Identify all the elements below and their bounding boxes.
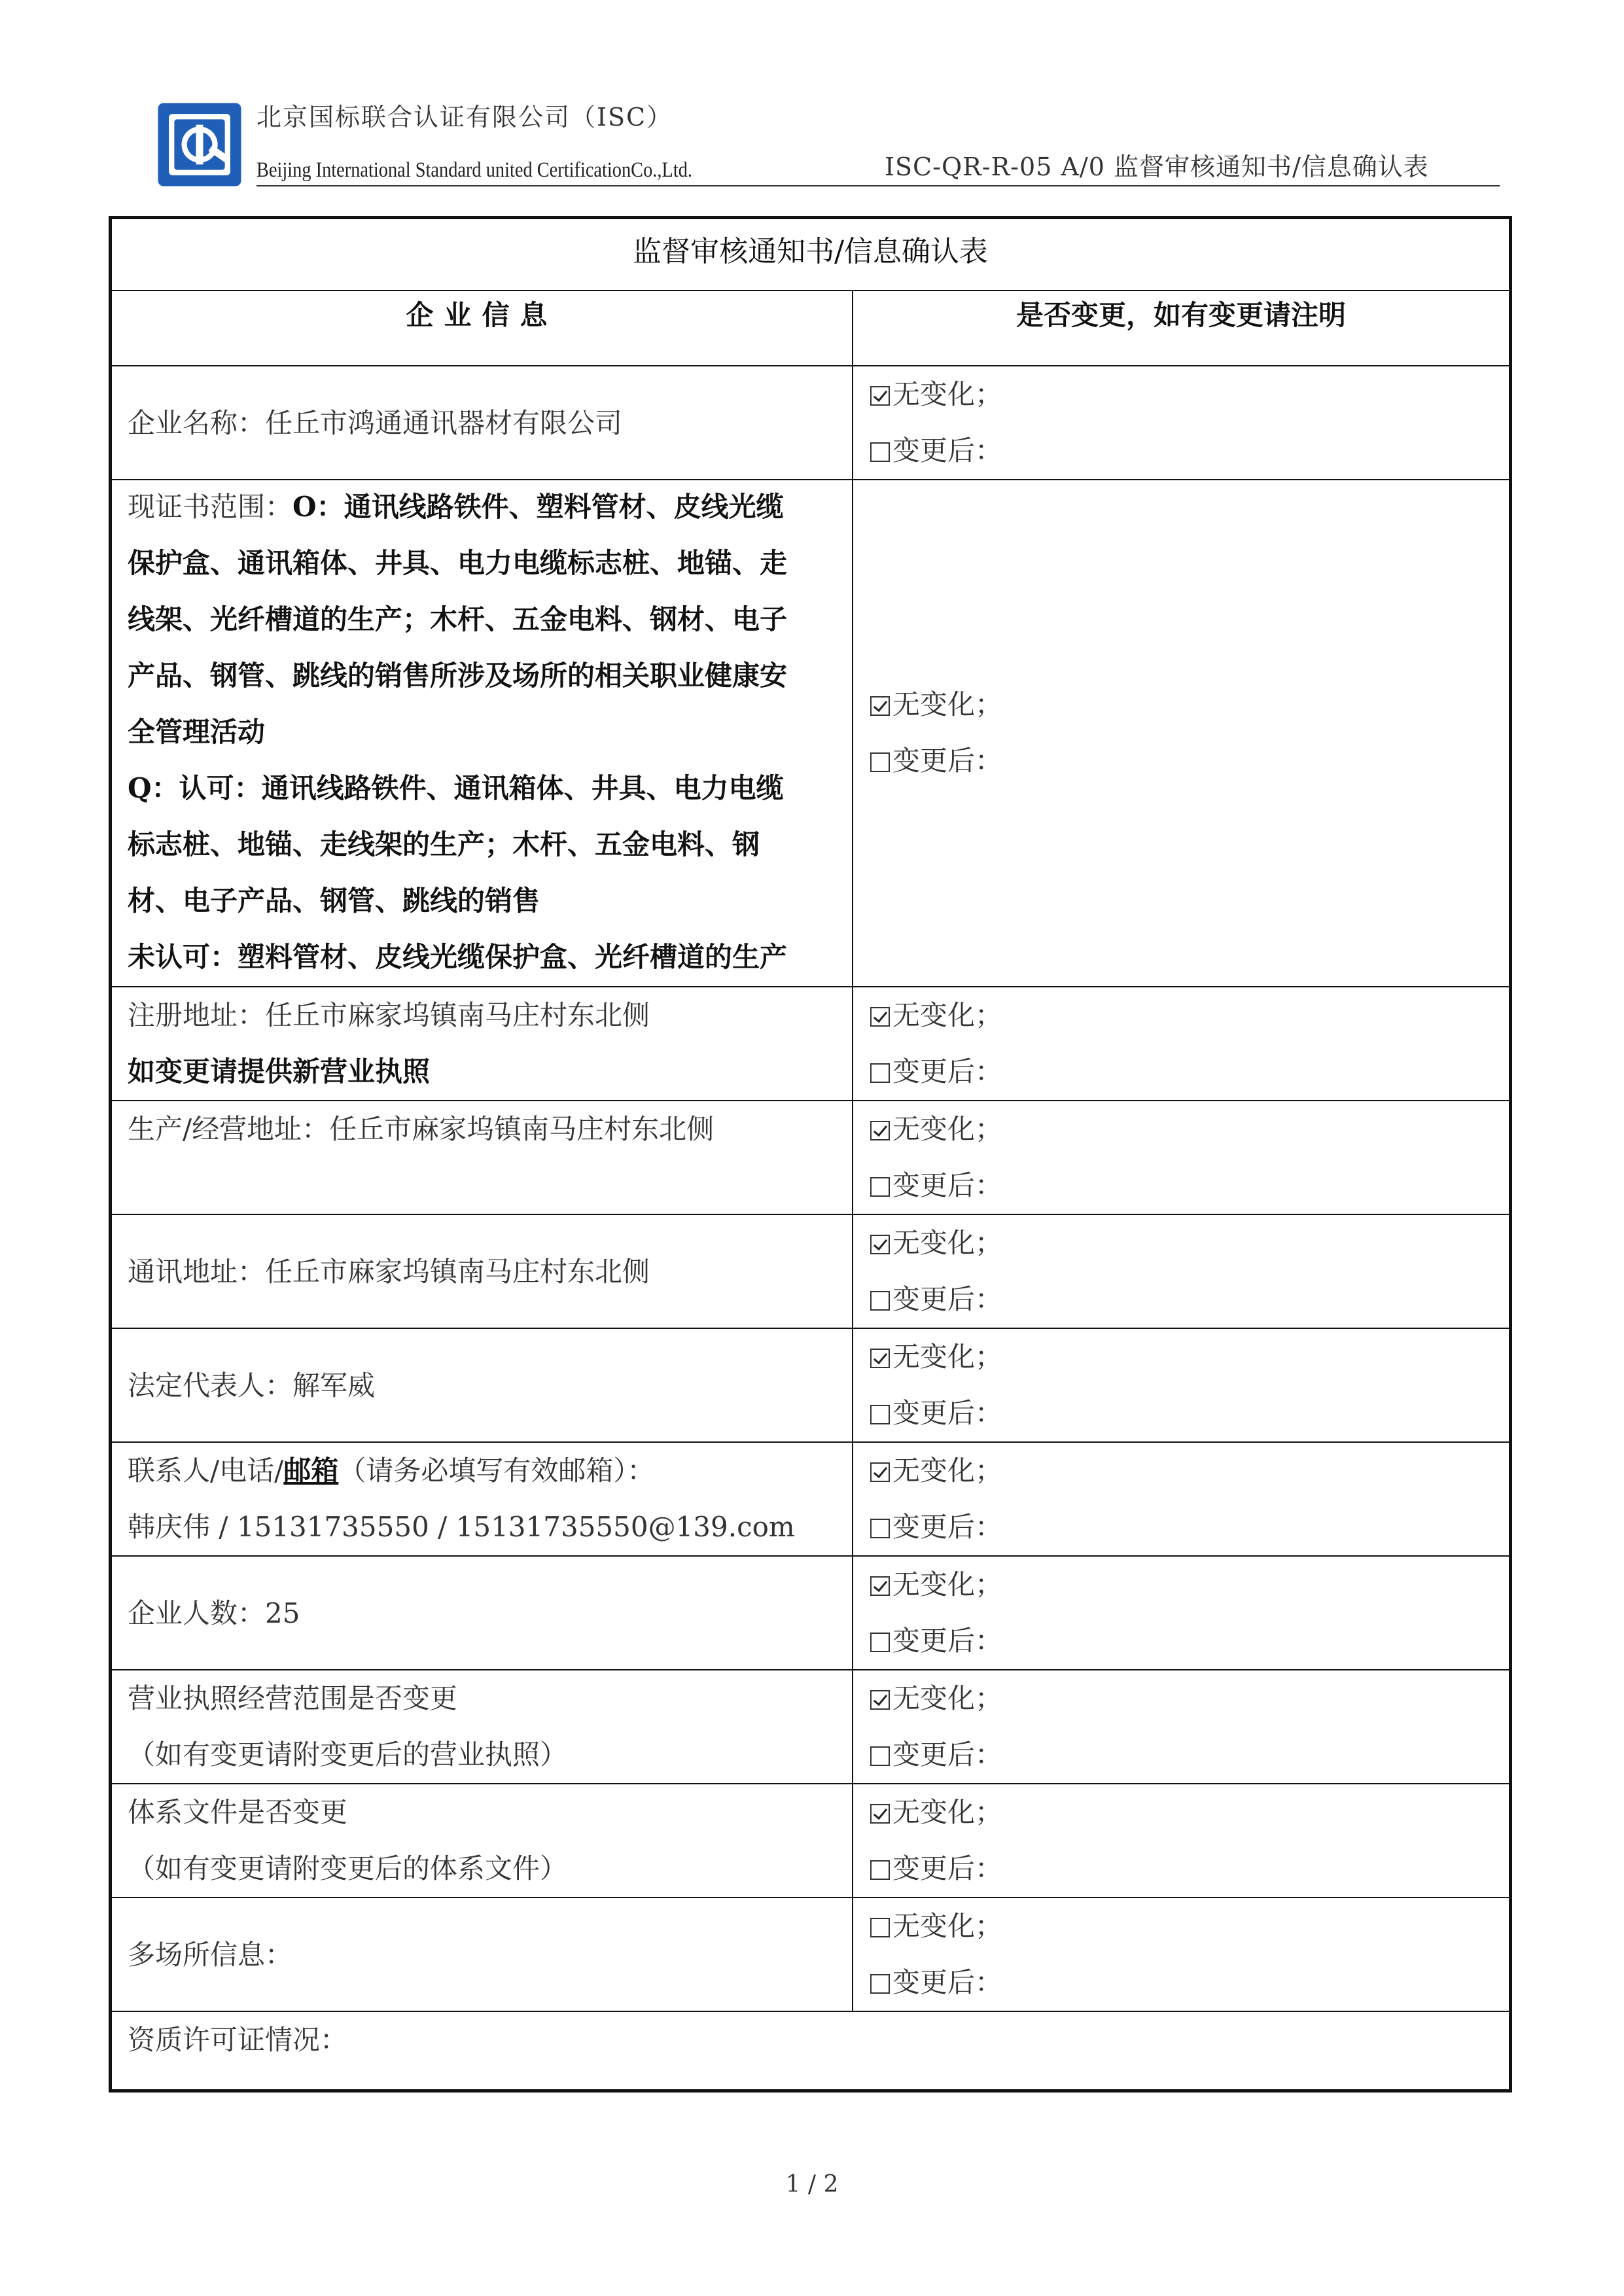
checkbox-empty-icon[interactable] [870,1063,890,1083]
document-code: ISC-QR-R-05 A/0 监督审核通知书/信息确认表 [885,152,1429,181]
column-header-change: 是否变更，如有变更请注明 [1015,299,1346,331]
row-business-address [112,1101,1509,1215]
column-header-row [112,290,1509,366]
option-changed[interactable]: 变更后： [870,733,1002,789]
checkbox-empty-icon[interactable] [870,752,890,772]
confirmation-form-table [109,216,1512,2093]
option-unchanged[interactable]: 无变化； [870,1784,1002,1841]
option-unchanged[interactable]: 无变化； [870,987,1002,1044]
row-multi-site [112,1898,1509,2012]
option-unchanged[interactable]: 无变化； [870,1443,1002,1499]
system-documents-note: （如有变更请附变更后的体系文件） [128,1852,568,1884]
row-employee-count [112,1557,1509,1670]
row-certificate-scope [112,480,1509,987]
checkbox-checked-icon[interactable] [870,1007,890,1027]
row-company-name [112,366,1509,480]
checkbox-checked-icon[interactable] [870,1349,890,1368]
scope-line: 保护盒、通讯箱体、井具、电力电缆标志桩、地锚、走 [128,547,788,579]
scope-line: 产品、钢管、跳线的销售所涉及场所的相关职业健康安 [128,660,788,692]
business-address-text: 生产/经营地址：任丘市麻家坞镇南马庄村东北侧 [128,1113,715,1145]
scope-line: 未认可：塑料管材、皮线光缆保护盒、光纤槽道的生产 [128,941,788,973]
option-unchanged[interactable]: 无变化； [870,366,1002,423]
option-changed[interactable]: 变更后： [870,1727,1002,1783]
checkbox-checked-icon[interactable] [870,696,890,716]
scope-line: Q：认可：通讯线路铁件、通讯箱体、井具、电力电缆 [128,772,784,804]
registered-address-note: 如变更请提供新营业执照 [128,1055,431,1087]
multi-site-text: 多场所信息： [128,1939,293,1971]
scope-line: 全管理活动 [128,716,266,748]
option-changed[interactable]: 变更后： [870,1385,1002,1441]
row-legal-representative [112,1329,1509,1443]
employee-count-text: 企业人数：25 [128,1597,300,1629]
checkbox-empty-icon[interactable] [870,442,890,462]
checkbox-empty-icon[interactable] [870,1405,890,1424]
option-unchanged[interactable]: 无变化； [870,1670,1002,1727]
system-documents-text: 体系文件是否变更 [128,1796,348,1828]
scope-line: 标志桩、地锚、走线架的生产；木杆、五金电料、钢 [128,828,760,860]
option-unchanged[interactable]: 无变化； [870,1898,1002,1954]
company-name-en: Beijing International Standard united CertificationCo.,Ltd. [256,158,692,182]
option-unchanged[interactable]: 无变化； [870,1215,1002,1271]
checkbox-checked-icon[interactable] [870,1576,890,1596]
row-contact [112,1443,1509,1557]
scope-line: 材、电子产品、钢管、跳线的销售 [128,885,540,917]
option-changed[interactable]: 变更后： [870,1271,1002,1328]
registered-address-text: 注册地址：任丘市麻家坞镇南马庄村东北侧 [128,999,650,1031]
option-unchanged[interactable]: 无变化； [870,1557,1002,1613]
option-unchanged[interactable]: 无变化； [870,1329,1002,1385]
checkbox-empty-icon[interactable] [870,1860,890,1880]
form-title: 监督审核通知书/信息确认表 [112,219,1509,291]
checkbox-empty-icon[interactable] [870,1746,890,1766]
scope-line: 线架、光纤槽道的生产；木杆、五金电料、钢材、电子 [128,603,788,635]
isc-logo-icon [154,99,245,190]
checkbox-empty-icon[interactable] [870,1177,890,1197]
row-license-scope [112,1670,1509,1784]
contact-label: 联系人/电话/邮箱（请务必填写有效邮箱）： [128,1455,655,1487]
checkbox-empty-icon[interactable] [870,1519,890,1538]
page-number: 1 / 2 [785,2171,839,2198]
mailing-address-text: 通讯地址：任丘市麻家坞镇南马庄村东北侧 [128,1256,650,1288]
option-changed[interactable]: 变更后： [870,1841,1002,1897]
checkbox-checked-icon[interactable] [870,1121,890,1140]
scope-line: 现证书范围：O：通讯线路铁件、塑料管材、皮线光缆 [128,491,784,523]
row-registered-address [112,987,1509,1101]
license-scope-note: （如有变更请附变更后的营业执照） [128,1739,568,1771]
option-changed[interactable]: 变更后： [870,1157,1002,1214]
checkbox-empty-icon[interactable] [870,1918,890,1937]
license-scope-text: 营业执照经营范围是否变更 [128,1682,458,1714]
header-divider [256,185,1500,186]
option-changed[interactable]: 变更后： [870,1613,1002,1669]
checkbox-empty-icon[interactable] [870,1291,890,1311]
row-qualification-license [112,2012,1509,2089]
option-changed[interactable]: 变更后： [870,423,1002,479]
option-changed[interactable]: 变更后： [870,1044,1002,1100]
checkbox-empty-icon[interactable] [870,1974,890,1994]
company-name-cn: 北京国标联合认证有限公司（ISC） [256,103,673,132]
option-unchanged[interactable]: 无变化； [870,677,1002,733]
checkbox-checked-icon[interactable] [870,1690,890,1710]
option-changed[interactable]: 变更后： [870,1499,1002,1555]
legal-representative-text: 法定代表人：解军威 [128,1369,376,1402]
checkbox-checked-icon[interactable] [870,1462,890,1482]
option-changed[interactable]: 变更后： [870,1954,1002,2011]
row-mailing-address [112,1215,1509,1329]
checkbox-checked-icon[interactable] [870,386,890,406]
qualification-license-text: 资质许可证情况： [128,2024,348,2056]
contact-value: 韩庆伟 / 15131735550 / 15131735550@139.com [128,1511,795,1543]
option-unchanged[interactable]: 无变化； [870,1101,1002,1157]
company-name-text: 企业名称：任丘市鸿通通讯器材有限公司 [128,407,623,439]
column-header-company-info: 企业信息 [406,299,558,331]
checkbox-checked-icon[interactable] [870,1235,890,1254]
row-system-documents [112,1784,1509,1898]
checkbox-checked-icon[interactable] [870,1804,890,1824]
checkbox-empty-icon[interactable] [870,1633,890,1652]
